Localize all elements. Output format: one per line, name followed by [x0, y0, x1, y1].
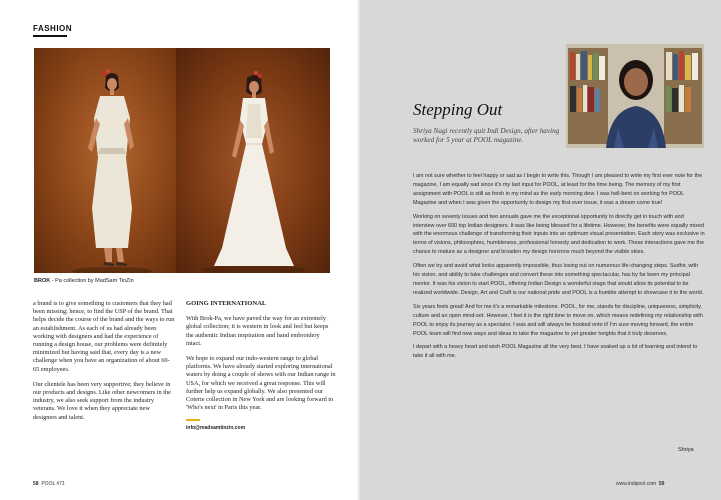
- body-paragraph: a brand is to give something to customers that they had been missing; hence, to find the USP of the brand. That helps decide the course of the brand and the ways to run an establishment. As each of us had already been working with designers and had the experience of running a design house, our problems were definitely minimized but having said that, every day is a new challenge when you have an organization of about 60-65 employees.: [33, 300, 175, 373]
- section-rule: [33, 35, 67, 37]
- subheading: GOING INTERNATIONAL: [186, 300, 267, 307]
- issue-label: POOL #71: [41, 481, 65, 487]
- section-label: FASHION: [33, 24, 73, 33]
- body-paragraph: Our clientele has been very supportive; they believe in our products and designs. Like other newcomers in the industry, we also seek support from the industry veterans. We love it when they appreciate new designers and talent.: [33, 380, 171, 421]
- article-column-1: [33, 300, 175, 429]
- author-signoff: Shriya: [678, 447, 694, 453]
- author-photo: [566, 44, 704, 148]
- page-number: 58: [33, 481, 39, 487]
- page-number: 59: [658, 481, 665, 487]
- body-paragraph: Working on seventy issues and two annuals gave me the exceptional opportunity to directly get in touch with and interview over 600 top Indian designers. It was like being blessed for a lifetime. However, the benefits were equally mixed with the enormous challenge of transforming their inputs into an optimum visual presentation. Each story was exclusive in terms of visions, philosophies, humbleness, professional honesty and dedication to work. These interactions gave me the chance to mature as a designer and broaden my design horizons much beyond the visible skies.: [413, 213, 705, 256]
- accent-bar: [186, 419, 200, 421]
- body-paragraph: Often we try and avoid what looks apparently impossible, thus losing out on numerous life-changing steps. Sudhir, with his vision, and ability to take challenges and convert these into something spectacular, has by far been my principal mentor. It was his vision to start POOL, offering Indian Design a wonderful stage that would allow its potential to be realized worldwide. Design, Art and Craft is our national pride and POOL is a humble attempt to showcase it to the world.: [413, 263, 704, 296]
- editorial-body: [413, 172, 706, 366]
- caption-text: - Pa collection by MadSam TinZin: [50, 278, 134, 284]
- body-paragraph: We hope to expand our indo-western range to global platforms. We have already started exploring international waters by doing a couple of shows with our Indian range in USA, for which we received a great response. This will further help us expand globally. We also presented our Coterie collection in New York and are looking forward to 'Who's next' in Paris this year.: [186, 355, 336, 412]
- website-url: www.indipool.com: [616, 481, 657, 487]
- folio-right: [616, 481, 664, 487]
- body-paragraph: With Brok-Pa, we have paved the way for an extremely global collection; it is western in look and feel but keeps the authentic Indian inspiration and hand embroidery intact.: [186, 315, 329, 347]
- caption-brand: BROK: [34, 278, 51, 284]
- folio-left: [33, 481, 65, 487]
- photo-caption: [34, 278, 334, 284]
- fashion-photo-1: [34, 48, 188, 273]
- body-paragraph: Six years feels great! And for me it's a remarkable milestone. POOL, for me, stands for discipline, uniqueness, simplicity, culture and an open mind-set. However, I feel it is the right time to move on, which means redefining my relationship with POOL to enjoy its journey as a spectator. I was and will always be hooked onto it! I'm sure moving forward, the entire POOL team will find new ways and ideas to take the magazine to yet greater heights that it truly deserves.: [413, 303, 703, 337]
- body-paragraph: I depart with a heavy heart and wish POOL Magazine all the very best. I have soaked up a lot of learning and intend to take it all with me.: [413, 344, 698, 360]
- body-paragraph: I am not sure whether to feel happy or sad as I begin to write this. Though I am pleased to write my first ever note for the magazine, I am equally sad since it's my last input for POOL, at least for the time being. The memory of my first assignment with POOL is still as fresh in my mind as the early morning dew. I was hell-bent on working for POOL Magazine and when I was given the opportunity to design my first ever issue, it was a dream come true!: [413, 173, 703, 206]
- left-page: [0, 0, 360, 500]
- article-title: Stepping Out: [413, 100, 503, 119]
- article-deck: Shriya Nagi recently quit Indi Design, after having worked for 5 year at POOL magazine.: [413, 127, 560, 145]
- fashion-photo-2: [176, 48, 330, 273]
- contact-email: info@madsamtinzin.com: [186, 425, 246, 432]
- article-column-2: [186, 300, 336, 433]
